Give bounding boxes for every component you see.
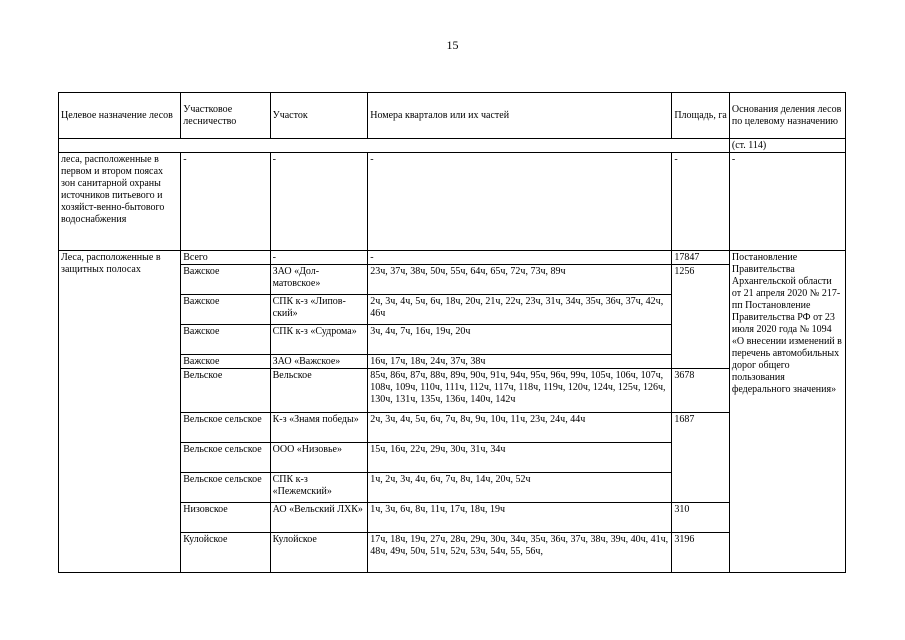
section1-area: - <box>672 153 730 251</box>
row-forestry: Вельское сельское <box>181 443 270 473</box>
row-plot: ЗАО «Важское» <box>270 355 368 369</box>
row-quarters: 2ч, 3ч, 4ч, 5ч, 6ч, 18ч, 20ч, 21ч, 22ч, 23ч, 31ч, 34ч, 35ч, 36ч, 37ч, 42ч, 46ч <box>368 295 672 325</box>
area-velskoe-selskoe: 1687 <box>672 413 730 503</box>
row-forestry: Вельское <box>181 369 270 413</box>
row-plot: СПК к-з «Липов-ский» <box>270 295 368 325</box>
row-forestry: Важское <box>181 265 270 295</box>
area-kuloyskoe: 3196 <box>672 533 730 573</box>
area-vazhskoe: 1256 <box>672 265 730 369</box>
row-forestry: Вельское сельское <box>181 413 270 443</box>
row-forestry: Кулойское <box>181 533 270 573</box>
section2-basis: Постановление Правительства Архангельской области от 21 апреля 2020 № 217-пп Постановление Правительства РФ от 23 июля 2020 года № 1094 «О внесении изменений в перечень автомобильных дорог общего пользования федерального значения» <box>729 251 845 573</box>
area-nizovskoe: 310 <box>672 503 730 533</box>
page-bottom-margin <box>0 578 905 640</box>
forest-purpose-table <box>58 92 846 573</box>
header-purpose: Целевое назначение лесов <box>59 93 181 139</box>
header-basis: Основания деления лесов по целевому назначению <box>729 93 845 139</box>
row-forestry: Важское <box>181 325 270 355</box>
section1-quarters: - <box>368 153 672 251</box>
row-quarters: 15ч, 16ч, 22ч, 29ч, 30ч, 31ч, 34ч <box>368 443 672 473</box>
row-quarters: 23ч, 37ч, 38ч, 50ч, 55ч, 64ч, 65ч, 72ч, 73ч, 89ч <box>368 265 672 295</box>
header-plot: Участок <box>270 93 368 139</box>
row-plot: ЗАО «Дол-матовское» <box>270 265 368 295</box>
table-row <box>59 153 846 251</box>
row-plot: СПК к-з «Пежемский» <box>270 473 368 503</box>
section1-plot: - <box>270 153 368 251</box>
area-velskoe: 3678 <box>672 369 730 413</box>
row-quarters: 3ч, 4ч, 7ч, 16ч, 19ч, 20ч <box>368 325 672 355</box>
total-quarters: - <box>368 251 672 265</box>
row-quarters: 17ч, 18ч, 19ч, 27ч, 28ч, 29ч, 30ч, 34ч, 35ч, 36ч, 37ч, 38ч, 39ч, 40ч, 41ч, 48ч, 49ч, 50ч, 51ч, 52ч, 53ч, 54ч, 55, 56ч, <box>368 533 672 573</box>
table-row <box>59 251 846 265</box>
section2-purpose: Леса, расположенные в защитных полосах <box>59 251 181 573</box>
row-plot: Вельское <box>270 369 368 413</box>
total-forestry: Всего <box>181 251 270 265</box>
row-forestry: Важское <box>181 355 270 369</box>
section1-forestry: - <box>181 153 270 251</box>
total-plot: - <box>270 251 368 265</box>
page-number: 15 <box>446 38 459 52</box>
total-area: 17847 <box>672 251 730 265</box>
row-forestry: Вельское сельское <box>181 473 270 503</box>
row-plot: Кулойское <box>270 533 368 573</box>
subheader-blank <box>59 139 730 153</box>
subheader-basis: (ст. 114) <box>729 139 845 153</box>
row-quarters: 1ч, 3ч, 6ч, 8ч, 11ч, 17ч, 18ч, 19ч <box>368 503 672 533</box>
header-forestry: Участковое лесничество <box>181 93 270 139</box>
row-quarters: 16ч, 17ч, 18ч, 24ч, 37ч, 38ч <box>368 355 672 369</box>
row-plot: СПК к-з «Судрома» <box>270 325 368 355</box>
row-plot: ООО «Низовье» <box>270 443 368 473</box>
section1-basis: - <box>729 153 845 251</box>
row-quarters: 1ч, 2ч, 3ч, 4ч, 6ч, 7ч, 8ч, 14ч, 20ч, 52ч <box>368 473 672 503</box>
table-subheader-row <box>59 139 846 153</box>
row-forestry: Важское <box>181 295 270 325</box>
row-forestry: Низовское <box>181 503 270 533</box>
header-area: Площадь, га <box>672 93 730 139</box>
header-quarters: Номера кварталов или их частей <box>368 93 672 139</box>
row-quarters: 2ч, 3ч, 4ч, 5ч, 6ч, 7ч, 8ч, 9ч, 10ч, 11ч, 23ч, 24ч, 44ч <box>368 413 672 443</box>
row-plot: К-з «Знамя победы» <box>270 413 368 443</box>
row-quarters: 85ч, 86ч, 87ч, 88ч, 89ч, 90ч, 91ч, 94ч, 95ч, 96ч, 99ч, 105ч, 106ч, 107ч, 108ч, 109ч, 110ч, 111ч, 112ч, 117ч, 118ч, 119ч, 120ч, 124ч, 125ч, 126ч, 130ч, 131ч, 135ч, 136ч, 140ч, 142ч <box>368 369 672 413</box>
section1-purpose: леса, расположенные в первом и втором поясах зон санитарной охраны источников питьевого и хозяйст-венно-бытового водоснабжения <box>59 153 181 251</box>
table-header-row <box>59 93 846 139</box>
row-plot: АО «Вельский ЛХК» <box>270 503 368 533</box>
